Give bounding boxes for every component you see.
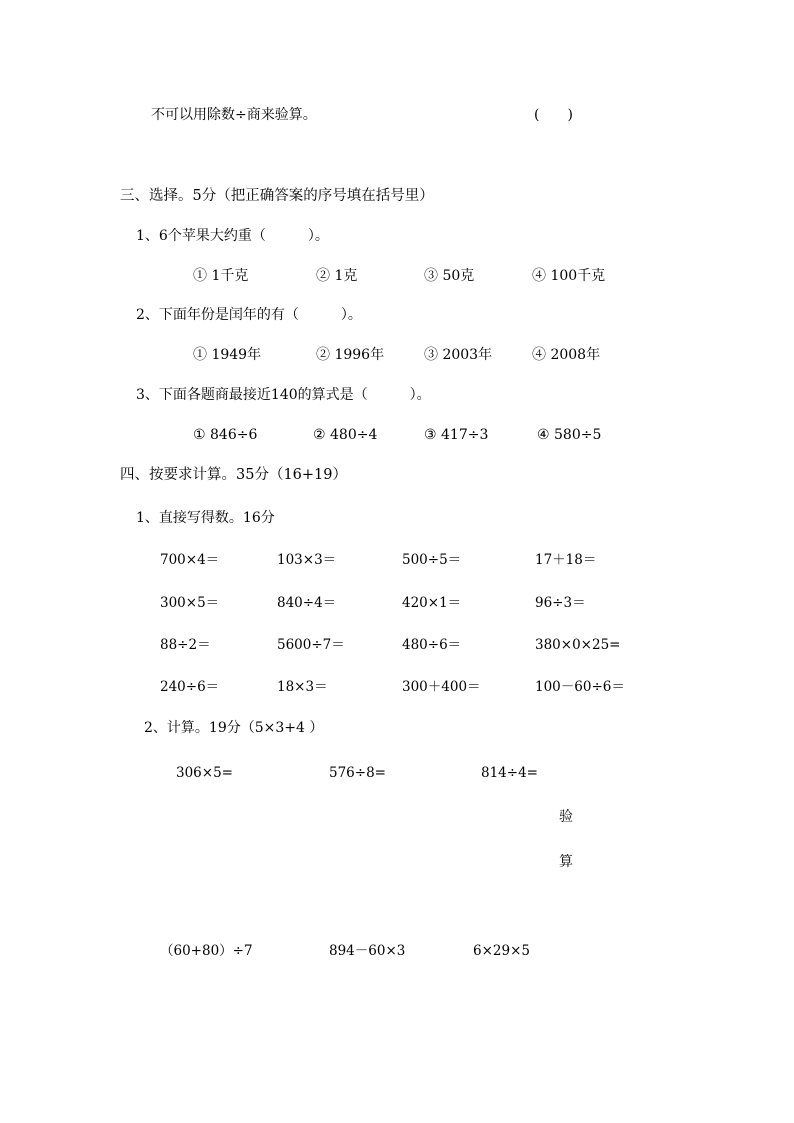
question-1-option-1: ① 1千克	[193, 268, 249, 284]
written-calc-item: 6×29×5	[473, 943, 530, 959]
oral-calc-item: 103×3＝	[277, 552, 337, 568]
question-1-option-3: ③ 50克	[424, 268, 475, 284]
statement-text: 不可以用除数÷商来验算。	[151, 107, 317, 123]
written-calc-item: 306×5=	[176, 765, 233, 781]
oral-calc-item: 17＋18＝	[535, 552, 597, 568]
written-calc-item: 814÷4=	[481, 765, 538, 781]
oral-calc-item: 300×5＝	[160, 595, 220, 611]
question-3-option-1: ① 846÷6	[193, 427, 258, 443]
question-2-stem: 2、下面年份是闰年的有（ ）。	[136, 307, 362, 323]
oral-calc-item: 100－60÷6＝	[535, 679, 625, 695]
oral-calc-item: 88÷2＝	[160, 637, 211, 653]
oral-calc-item: 18×3＝	[277, 679, 328, 695]
check-label-char: 算	[559, 854, 573, 870]
part-1-title: 1、直接写得数。16分	[136, 510, 275, 526]
question-2-option-4: ④ 2008年	[532, 347, 601, 363]
oral-calc-item: 840÷4＝	[277, 595, 337, 611]
part-2-title: 2、计算。19分（5×3+4 ）	[144, 720, 324, 736]
oral-calc-item: 480÷6＝	[402, 637, 462, 653]
question-2-option-3: ③ 2003年	[424, 347, 493, 363]
check-label-char: 验	[559, 809, 573, 825]
question-1-stem: 1、6个苹果大约重（ ）。	[136, 228, 329, 244]
section-3-heading: 三、选择。5分（把正确答案的序号填在括号里）	[120, 188, 434, 204]
oral-calc-item: 96÷3＝	[535, 595, 586, 611]
question-3-option-4: ④ 580÷5	[537, 427, 602, 443]
oral-calc-item: 240÷6＝	[160, 679, 220, 695]
question-1-option-2: ② 1克	[316, 268, 358, 284]
question-1-option-4: ④ 100千克	[532, 268, 606, 284]
question-3-option-3: ③ 417÷3	[424, 427, 489, 443]
oral-calc-item: 5600÷7＝	[277, 637, 345, 653]
written-calc-item: 894－60×3	[329, 943, 406, 959]
question-2-option-1: ① 1949年	[193, 347, 262, 363]
oral-calc-item: 420×1＝	[402, 595, 462, 611]
question-2-option-2: ② 1996年	[316, 347, 385, 363]
section-4-heading: 四、按要求计算。35分（16+19）	[120, 467, 348, 483]
oral-calc-item: 700×4＝	[160, 552, 220, 568]
written-calc-item: 576÷8=	[329, 765, 386, 781]
question-3-option-2: ② 480÷4	[313, 427, 378, 443]
answer-bracket[interactable]: ( )	[534, 107, 573, 123]
oral-calc-item: 500÷5＝	[402, 552, 462, 568]
oral-calc-item: 380×0×25=	[535, 637, 621, 653]
question-3-stem: 3、下面各题商最接近140的算式是（ ）。	[136, 387, 431, 403]
oral-calc-item: 300＋400＝	[402, 679, 481, 695]
written-calc-item: （60+80）÷7	[160, 943, 253, 959]
